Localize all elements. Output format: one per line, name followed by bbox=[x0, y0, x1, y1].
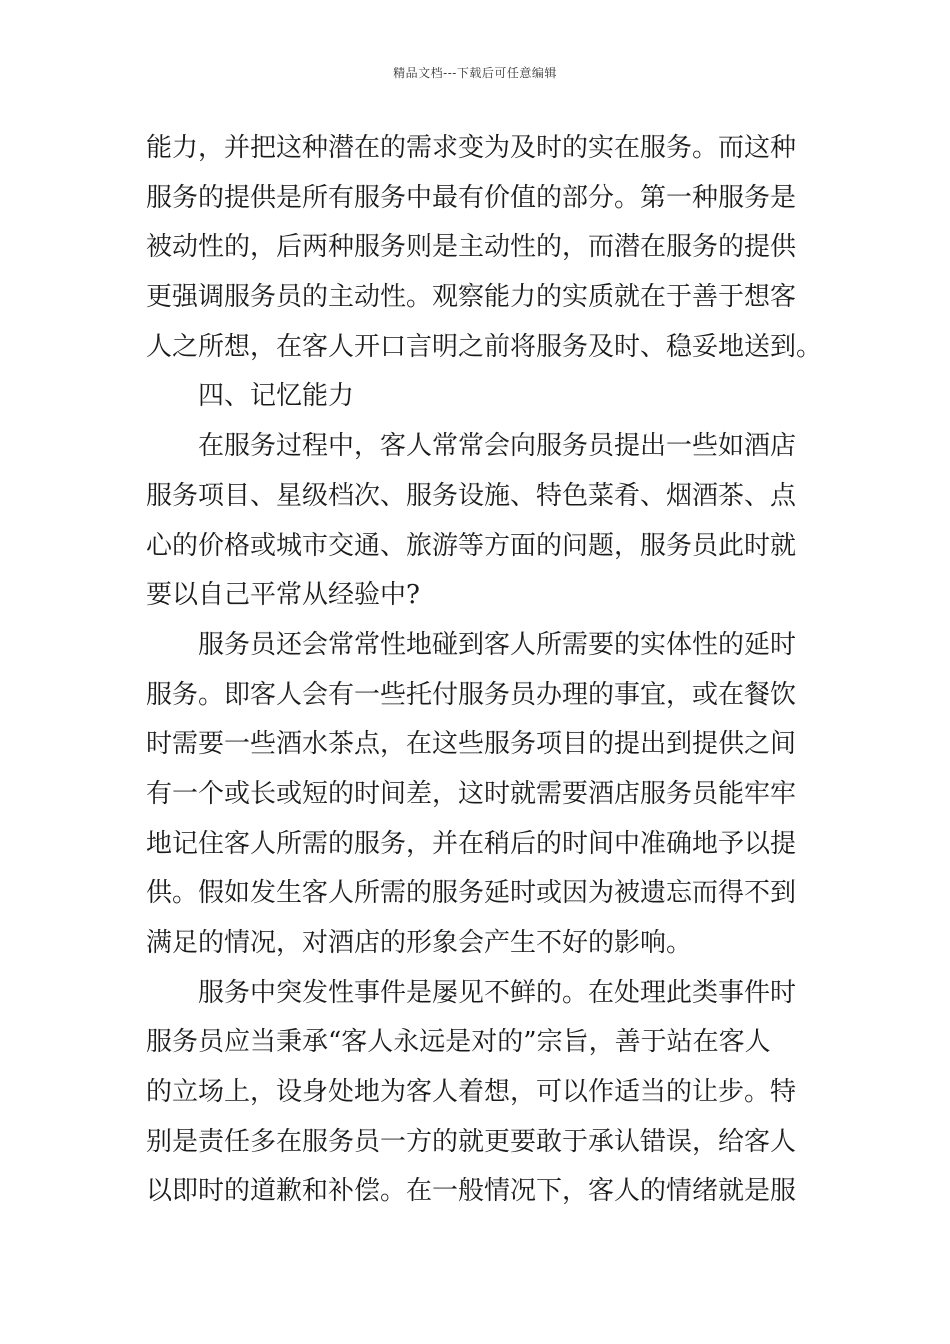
document-body bbox=[146, 124, 823, 1217]
text-line: 时需要一些酒水茶点，在这些服务项目的提出到提供之间 bbox=[146, 729, 797, 760]
text-line: 别是责任多在服务员一方的就更要敢于承认错误，给客人 bbox=[146, 1126, 797, 1157]
text-line: 更强调服务员的主动性。观察能力的实质就在于善于想客 bbox=[146, 282, 797, 313]
text-line: 的立场上，设身处地为客人着想，可以作适当的让步。特 bbox=[146, 1077, 797, 1108]
text-line: 服务员应当秉承“客人永远是对的”宗旨，善于站在客人 bbox=[146, 1027, 771, 1058]
text-line: 在服务过程中，客人常常会向服务员提出一些如酒店 bbox=[198, 431, 797, 462]
text-line: 人之所想，在客人开口言明之前将服务及时、稳妥地送到。 bbox=[146, 331, 823, 362]
section-heading: 四、记忆能力 bbox=[198, 381, 355, 412]
page-header: 精品文档---下载后可任意编辑 bbox=[393, 66, 557, 80]
text-line: 供。假如发生客人所需的服务延时或因为被遗忘而得不到 bbox=[146, 878, 797, 909]
text-line: 有一个或长或短的时间差，这时就需要酒店服务员能牢牢 bbox=[146, 778, 797, 809]
text-line: 服务中突发性事件是屡见不鲜的。在处理此类事件时 bbox=[198, 977, 797, 1008]
text-line: 服务项目、星级档次、服务设施、特色菜肴、烟酒茶、点 bbox=[146, 480, 797, 511]
text-line: 服务员还会常常性地碰到客人所需要的实体性的延时 bbox=[198, 629, 797, 660]
text-line: 服务的提供是所有服务中最有价值的部分。第一种服务是 bbox=[146, 182, 797, 213]
text-line: 心的价格或城市交通、旅游等方面的问题，服务员此时就 bbox=[146, 530, 797, 561]
text-line: 以即时的道歉和补偿。在一般情况下，客人的情绪就是服 bbox=[146, 1176, 797, 1207]
text-line: 地记住客人所需的服务，并在稍后的时间中准确地予以提 bbox=[146, 828, 797, 859]
text-line: 服务。即客人会有一些托付服务员办理的事宜，或在餐饮 bbox=[146, 679, 797, 710]
text-line: 要以自己平常从经验中? bbox=[146, 580, 420, 611]
text-line: 被动性的，后两种服务则是主动性的，而潜在服务的提供 bbox=[146, 232, 797, 263]
text-line: 能力，并把这种潜在的需求变为及时的实在服务。而这种 bbox=[146, 133, 797, 163]
text-line: 满足的情况，对酒店的形象会产生不好的影响。 bbox=[146, 928, 693, 958]
